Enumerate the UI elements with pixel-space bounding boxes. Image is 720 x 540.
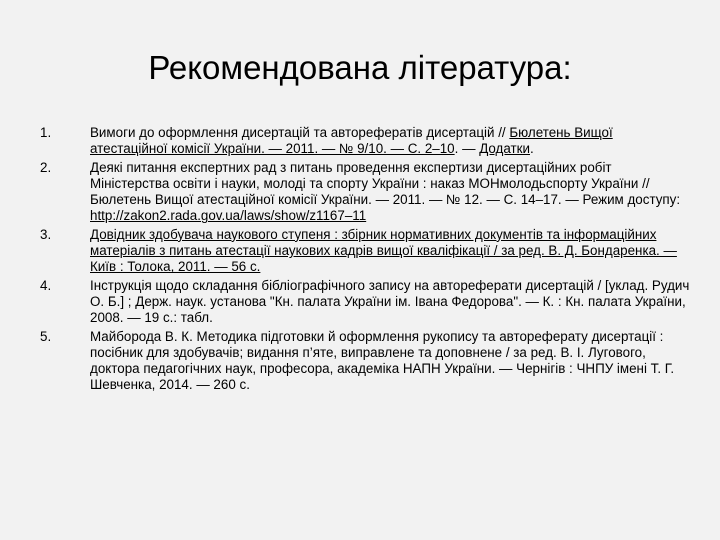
- reference-text: Деякі питання експертних рад з питань проведення експертизи дисертаційних робіт Міністерства освіти і науки, молоді та спорту України : наказ МОНмолодьспорту України // Бюлетень Вищої атестаційної комісії України. — 2011. — № 12. — С. 14–17. — Режим доступу:: [90, 159, 681, 208]
- reference-text: Вимоги до оформлення дисертацій та авторефератів дисертацій //: [90, 125, 510, 140]
- reference-item-5: [40, 329, 690, 394]
- reference-link-url[interactable]: http://zakon2.rada.gov.ua/laws/show/z1167–11: [90, 208, 367, 224]
- reference-number: 4.: [40, 277, 52, 293]
- reference-link-bulletin[interactable]: Бюлетень Вищої атестаційної комісії України. — 2011. — № 9/10. — С. 2–10: [90, 125, 613, 157]
- reference-item-4: [40, 278, 690, 327]
- reference-number: 2.: [40, 159, 52, 175]
- reference-item-3: [40, 227, 690, 276]
- reference-text: Майборода В. К. Методика підготовки й оформлення рукопису та автореферату дисертації : посібник для здобувачів; видання п’яте, виправлене та доповнене / за ред. В. І. Лугового, доктора педагогічних наук, професора, академіка НАПН України. — Чернігів : ЧНПУ імені Т. Г. Шевченка, 2014. — 260 с.: [90, 328, 675, 393]
- reference-number: 5.: [40, 328, 52, 344]
- reference-number: 1.: [40, 125, 52, 140]
- reference-item-2: [40, 160, 690, 225]
- reference-number: 3.: [40, 226, 52, 242]
- reference-link-handbook[interactable]: Довідник здобувача наукового ступеня : збірник нормативних документів та інформаційних матеріалів з питань атестації наукових кадрів вищої кваліфікації / за ред. В. Д. Бондаренка. — Київ : Толока, 2011. — 56 с.: [90, 226, 677, 275]
- reference-link-appendix[interactable]: Додатки: [479, 141, 530, 157]
- slide-title: Рекомендована література:: [148, 49, 572, 86]
- reference-text: Інструкція щодо складання бібліографічного запису на автореферати дисертацій / [уклад. Рудич О. Б.] ; Держ. наук. установа "Кн. палата України ім. Івана Федорова". — К. : Кн. палата України, 2008. — 19 с.: табл.: [90, 277, 690, 326]
- reference-text: .: [530, 141, 534, 157]
- reference-text: . —: [454, 141, 480, 157]
- reference-item-1: [40, 125, 690, 158]
- reference-list: [40, 125, 690, 396]
